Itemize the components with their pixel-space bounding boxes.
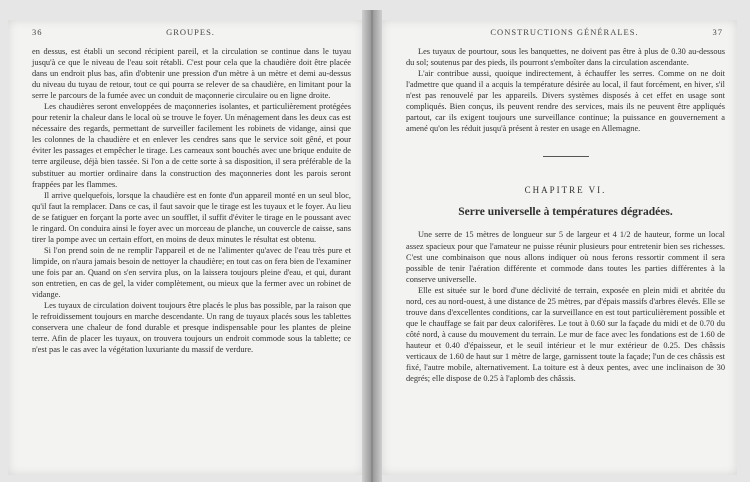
section-divider	[543, 156, 589, 157]
right-page-text	[406, 46, 725, 467]
paragraph: Une serre de 15 mètres de longueur sur 5 de largeur et 4 1/2 de hauteur, forme un local assez spacieux pour que l'amateur ne puisse réunir plusieurs pour entretenir bien ses richesses. C'est une combinaison que nous allons indiquer où nous ferons ressortir comment il sera possible de tenir l'aération différente et commode dans toutes les parties différentes à la conserve universelle.	[406, 230, 725, 284]
paragraph: Les chaudières seront enveloppées de maçonneries isolantes, et particulièrement protégées pour retenir la chaleur dans le local où se trouve le foyer. Un ménagement dans les deux cas est nécessaire des regards, permettant de surveiller facilement les robinets de vidange, ainsi que les colonnes de la chaudière et en enlever les cendres sans que le service soit gêné, et pour éviter les passages et empêcher le tirage. Les carneaux sont bouchés avec une brique enduite de terre argileuse, déjà bien tassée. Si l'on a de cette sorte à sa disposition, il sera préférable de la substituer au mortier ordinaire dans la construction des maçonneries dont les parois seront frappées par les flammes.	[32, 102, 351, 189]
left-running-title: GROUPES.	[166, 27, 215, 37]
right-running-title: CONSTRUCTIONS GÉNÉRALES.	[490, 27, 639, 37]
paragraph: Elle est située sur le bord d'une déclivité de terrain, exposée en plein midi et abritée du nord, ces au nord-ouest, à une distance de 25 mètres, par d'épais massifs d'arbres élevés. Elle se trouve dans d'excellentes conditions, car la surveillance en est tout particulièrement possible et que le chauffage se fait par deux calorifères. Le tout à 0.60 sur la façade du midi et de 0.70 du côté nord, à cause du mouvement du terrain. Le mur de face avec les fondations est de 1.60 de hauteur et 0.40 d'épaisseur, et le seuil intérieur et le mur extérieur de 0.25. Des châssis verticaux de 1.60 de haut sur 1 mètre de large, garnissent toute la façade; l'un de ces châssis est fixé, l'autre mobile, alternativement. La toiture est à deux pentes, avec une inclinaison de 30 degrés; elle dispose de 0.25 à l'aplomb des châssis.	[406, 285, 725, 384]
paragraph: Si l'on prend soin de ne remplir l'appareil et de ne l'alimenter qu'avec de l'eau très pure et limpide, on n'aura jamais besoin de nettoyer la chaudière; en tout cas on fera bien de l'examiner une fois par an. Quand on s'en servira plus, on la laissera toujours pleine d'eau, et qui, durant son entretien, en cas de gel, la vider complètement, ou mieux que la fermer avec un robinet de vidange.	[32, 245, 351, 300]
chapter-label: CHAPITRE VI.	[524, 185, 607, 196]
left-page-number: 36	[32, 27, 43, 37]
paragraph: Les tuyaux de circulation doivent toujours être placés le plus bas possible, par la raison que le refroidissement toujours en marche descendante. Un rang de tuyaux placés sous les tablettes conservera une chaleur de fond durable et presque indispensable pour les plantes de pleine terre. Afin de placer les tuyaux, on trouvera toujours un endroit commode sous la tablette; ce n'est pas le cas avec la végétation luxuriante du massif de verdure.	[32, 301, 351, 355]
right-page-number: 37	[712, 27, 723, 37]
left-running-head	[32, 27, 349, 39]
left-page-text	[32, 46, 351, 467]
book-gutter	[362, 10, 382, 482]
right-running-head	[406, 27, 723, 39]
right-page	[382, 20, 737, 475]
section-title: Serre universelle à températures dégradées.	[458, 206, 673, 219]
paragraph: Les tuyaux de pourtour, sous les banquettes, ne doivent pas être à plus de 0.30 au-dessous du sol; soutenus par des pieds, ils pourront s'emboîter dans la circulation ascendante.	[406, 47, 725, 68]
paragraph: L'air contribue aussi, quoique indirectement, à échauffer les serres. Comme on ne doit l'admettre que quand il a acquis la température désirée au local, il faut forcément, en hiver, s'il n'est pas renouvelé par les appareils. Divers systèmes disposés à cet effet en usage sont compliqués. Bien conçus, ils peuvent rendre des services, mais ils ne peuvent être appliqués partout, car ils exigent toujours une surveillance continue; la puissance en gouvernement a amené qu'on les réduit jusqu'à présent à rester en usage en Allemagne.	[406, 69, 725, 134]
paragraph: en dessus, est établi un second récipient pareil, et la circulation se continue dans le tuyau jusqu'à ce que le niveau de l'eau soit rétabli. C'est pour cela que la chaudière doit être placée dans un endroit plus bas, afin d'obtenir une pression d'un mètre à un mètre et demi au-dessus du niveau du tuyau de retour, tout ce qui pourra se relever de sa chaudière, en limitant pour la serre le parcours de la fumée avec un conduit de maçonnerie circulaire ou en ligne droite.	[32, 47, 351, 101]
left-page	[8, 20, 363, 475]
paragraph: Il arrive quelquefois, lorsque la chaudière est en fonte d'un appareil monté en un seul bloc, qu'il faut la remplacer. Dans ce cas, il faut savoir que le tirage est les tuyaux et le foyer. Au lieu de se fatiguer en forçant la porte avec un soufflet, il suffit d'éviter le tirage en le poussant avec le ringard. On conduira ainsi le foyer avec un morceau de planche, un couvercle de caisse, sans tirer la pompe avec un certain effort, en moins de deux minutes le résultat est obtenu.	[32, 190, 351, 244]
